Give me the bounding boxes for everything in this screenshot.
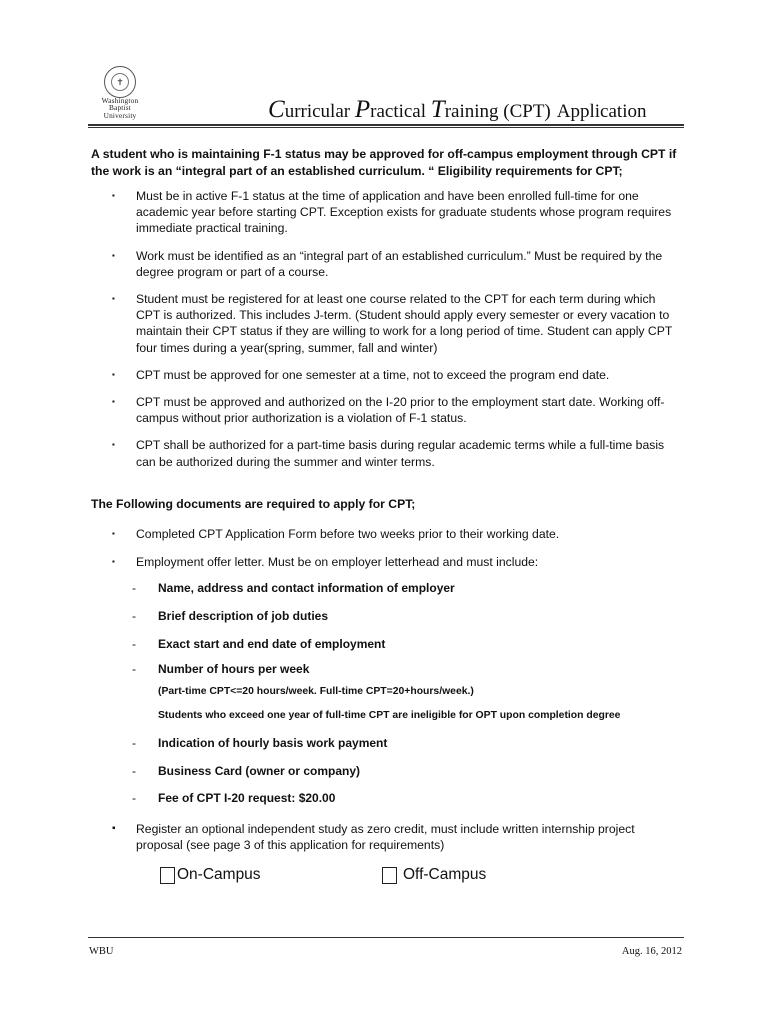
list-item: ▪ Work must be identified as an “integral part of an established curriculum.” Must be required by the degree program or part of a course.	[112, 248, 663, 279]
list-item: - Indication of hourly basis work payment	[132, 736, 388, 750]
hours-note-1: (Part-time CPT<=20 hours/week. Full-time CPT=20+hours/week.)	[158, 686, 474, 697]
letter-item-hours	[132, 662, 652, 676]
list-item: - Fee of CPT I-20 request: $20.00	[132, 791, 336, 805]
header-divider-thin	[88, 127, 684, 128]
footer-org: WBU	[89, 946, 114, 957]
documents-list	[112, 526, 682, 581]
intro-paragraph: A student who is maintaining F-1 status may be approved for off-campus employment through CPT if the work is an “integral part of an established curriculum. “ Eligibility requirements for CPT;	[91, 147, 677, 178]
on-campus-option[interactable]	[160, 866, 261, 884]
letter-item-duties	[132, 609, 652, 623]
on-campus-label: On-Campus	[177, 866, 261, 883]
list-item: - Business Card (owner or company)	[132, 764, 361, 778]
list-item: - Exact start and end date of employment	[132, 637, 386, 651]
list-item: ▪ Student must be registered for at least one course related to the CPT for each term during which CPT is authorized. This includes J-term. (Student should apply every semester or every vacation to maintain their CPT status if they are willing to work for a long period of time. Student can apply CPT four times during a year(spring, summer, fall and winter)	[112, 292, 673, 355]
off-campus-label: Off-Campus	[403, 866, 487, 883]
letter-item-dates	[132, 637, 652, 651]
on-campus-checkbox[interactable]	[160, 867, 175, 884]
list-item: - Brief description of job duties	[132, 609, 329, 623]
university-logo	[88, 66, 152, 126]
list-item: ▪ Employment offer letter. Must be on employer letterhead and must include:	[112, 555, 539, 570]
seal-icon: ✝	[104, 66, 136, 98]
eligibility-list	[112, 188, 682, 481]
letter-item-payment	[132, 736, 652, 750]
page-title: Curricular Practical Training (CPT) Application	[268, 96, 647, 123]
optional-study	[112, 821, 682, 864]
list-item: ▪ Register an optional independent study as zero credit, must include written internship project proposal (see page 3 of this application for requirements)	[112, 822, 635, 853]
list-item: ▪ CPT shall be authorized for a part-time basis during regular academic terms while a full-time basis can be authorized during the summer and winter terms.	[112, 438, 665, 469]
list-item: - Number of hours per week	[132, 662, 310, 676]
documents-heading: The Following documents are required to apply for CPT;	[91, 497, 416, 511]
footer-divider	[88, 937, 684, 938]
off-campus-checkbox[interactable]	[382, 867, 397, 884]
list-item: ▪ CPT must be approved for one semester at a time, not to exceed the program end date.	[112, 367, 610, 382]
logo-wordmark: Washington Baptist University	[101, 96, 139, 120]
list-item: ▪ CPT must be approved and authorized on the I-20 prior to the employment start date. Working off-campus without prior authorization is a violation of F-1 status.	[112, 395, 665, 426]
list-item: - Name, address and contact information of employer	[132, 581, 455, 595]
list-item: ▪ Completed CPT Application Form before two weeks prior to their working date.	[112, 527, 560, 541]
list-item: ▪ Must be in active F-1 status at the time of application and have been enrolled full-time for one academic year before starting CPT. Exception exists for graduate students whose program requires immediate practical training.	[112, 189, 672, 236]
off-campus-option[interactable]	[382, 866, 486, 884]
hours-note-2: Students who exceed one year of full-time CPT are ineligible for OPT upon completion degree	[158, 710, 621, 721]
letter-item-card	[132, 764, 652, 778]
footer-date: Aug. 16, 2012	[621, 946, 682, 957]
letter-item-fee	[132, 791, 652, 805]
header-divider	[88, 124, 684, 126]
letter-requirements-list	[132, 581, 652, 595]
